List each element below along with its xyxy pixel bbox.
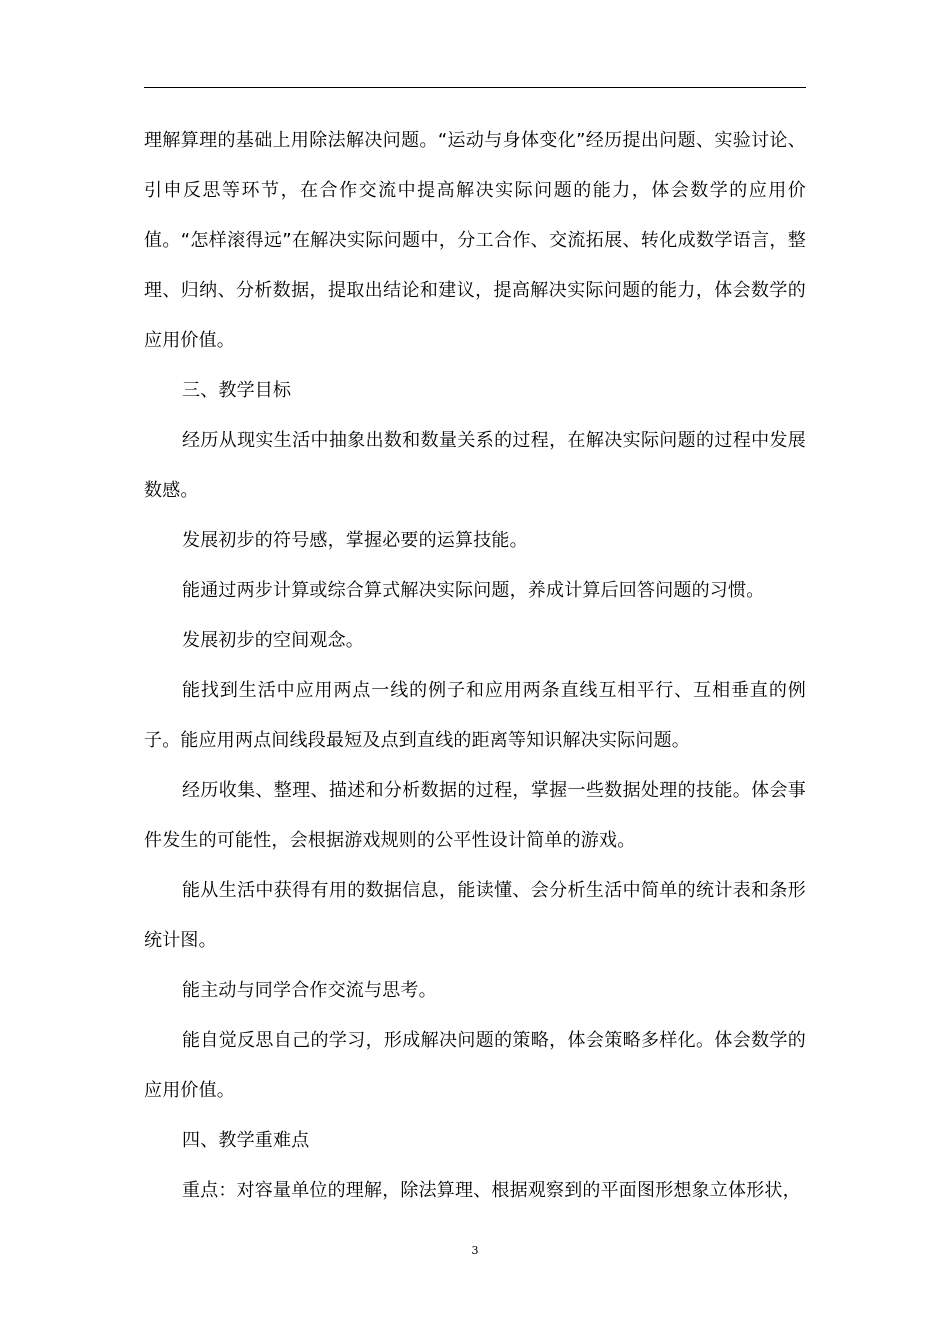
- paragraph: 理解算理的基础上用除法解决问题。“运动与身体变化”经历提出问题、实验讨论、引申反思等环节，在合作交流中提高解决实际问题的能力，体会数学的应用价值。“怎样滚得远”在解决实际问题中，分工合作、交流拓展、转化成数学语言，整理、归纳、分析数据，提取出结论和建议，提高解决实际问题的能力，体会数学的应用价值。: [144, 130, 806, 351]
- paragraph: 发展初步的符号感，掌握必要的运算技能。: [182, 530, 528, 551]
- paragraph: 经历从现实生活中抽象出数和数量关系的过程，在解决实际问题的过程中发展数感。: [144, 430, 806, 501]
- paragraph: 能自觉反思自己的学习，形成解决问题的策略，体会策略多样化。体会数学的应用价值。: [144, 1030, 806, 1101]
- paragraph: 能找到生活中应用两点一线的例子和应用两条直线互相平行、互相垂直的例子。能应用两点间线段最短及点到直线的距离等知识解决实际问题。: [144, 680, 806, 751]
- paragraph: 经历收集、整理、描述和分析数据的过程，掌握一些数据处理的技能。体会事件发生的可能性，会根据游戏规则的公平性设计简单的游戏。: [144, 780, 806, 851]
- section-heading-objectives: 三、教学目标: [182, 380, 292, 401]
- page-number: 3: [471, 1244, 479, 1257]
- paragraph: 能通过两步计算或综合算式解决实际问题，养成计算后回答问题的习惯。: [182, 580, 765, 601]
- header-rule: [144, 87, 806, 88]
- paragraph: 重点：对容量单位的理解，除法算理、根据观察到的平面图形想象立体形状，: [182, 1180, 801, 1201]
- paragraph: 发展初步的空间观念。: [182, 630, 364, 651]
- paragraph: 能从生活中获得有用的数据信息，能读懂、会分析生活中简单的统计表和条形统计图。: [144, 880, 806, 951]
- section-heading-key-points: 四、教学重难点: [182, 1130, 310, 1151]
- paragraph: 能主动与同学合作交流与思考。: [182, 980, 437, 1001]
- document-body: [144, 116, 806, 1216]
